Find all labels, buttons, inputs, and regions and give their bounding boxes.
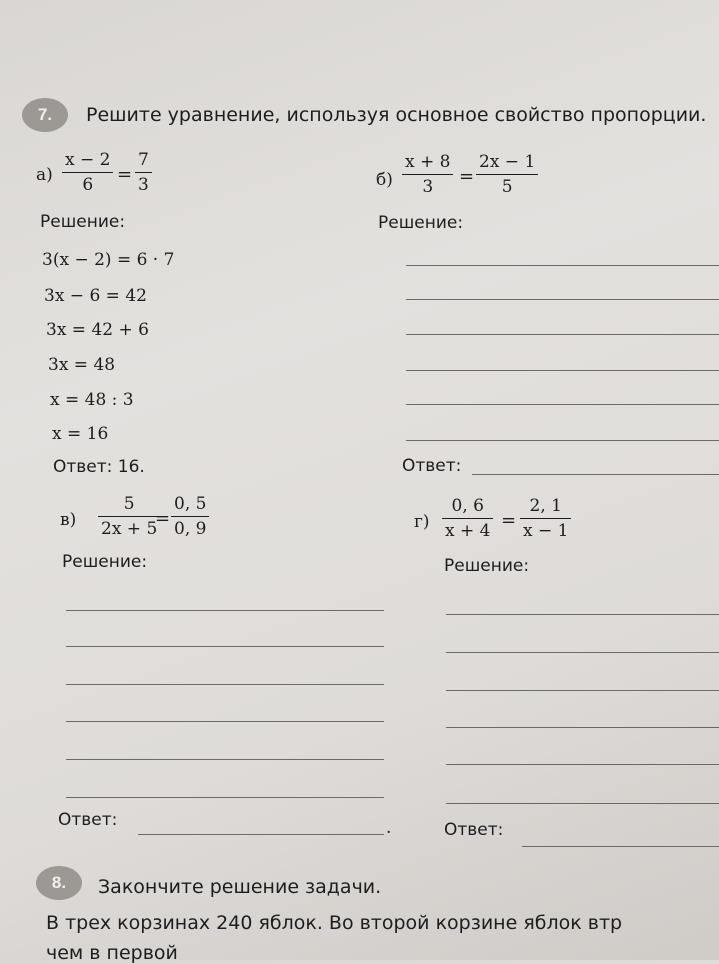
answer-line[interactable] [446, 803, 719, 804]
answer-line[interactable] [446, 614, 719, 615]
equals-sign: = [459, 166, 475, 187]
fraction-denominator: 5 [501, 177, 513, 197]
fraction-denominator: x − 1 [523, 521, 569, 541]
answer-line[interactable] [66, 721, 384, 722]
part-b-label: б) [376, 170, 393, 190]
part-v-label: в) [60, 510, 77, 530]
answer-line[interactable] [66, 797, 384, 798]
fraction-bar [520, 518, 571, 519]
solution-label-g: Решение: [444, 556, 530, 576]
task8-text-line1: В трех корзинах 240 яблок. Во второй корзине яблок втр [46, 912, 623, 934]
answer-end-period: . [386, 818, 392, 838]
fraction-denominator: x + 4 [445, 521, 491, 541]
fraction-denominator: 0, 9 [174, 519, 207, 539]
task-number-badge: 8. [36, 866, 82, 900]
fraction-denominator: 2x + 5 [101, 519, 158, 539]
fraction-numerator: 0, 6 [451, 496, 484, 516]
task-number-badge: 7. [22, 98, 68, 132]
fraction-numerator: 7 [138, 150, 149, 170]
answer-line[interactable] [406, 334, 719, 335]
solution-step: 3x − 6 = 42 [44, 286, 147, 306]
task-heading: Решите уравнение, используя основное свойство пропорции. [86, 104, 707, 126]
fraction-numerator: x − 2 [65, 150, 111, 170]
solution-label-v: Решение: [62, 552, 148, 572]
fraction-numerator: 2, 1 [529, 496, 562, 516]
fraction-numerator: 2x − 1 [479, 152, 536, 172]
answer-line[interactable] [406, 440, 719, 441]
answer-field-b[interactable] [472, 474, 719, 475]
equation-v-rhs [171, 494, 209, 539]
answer-line[interactable] [446, 727, 719, 728]
fraction-bar [98, 516, 160, 517]
solution-step: 3x = 48 [48, 355, 116, 375]
answer-line[interactable] [66, 610, 384, 611]
fraction-numerator: 5 [123, 494, 135, 514]
answer-label-b: Ответ: [402, 456, 462, 476]
equation-a-rhs [135, 150, 152, 195]
fraction-bar [135, 172, 152, 173]
answer-a: Ответ: 16. [53, 457, 145, 477]
fraction-denominator: 6 [82, 175, 94, 195]
answer-line[interactable] [406, 265, 719, 266]
equals-sign: = [155, 508, 171, 529]
fraction-bar [476, 174, 538, 175]
answer-label-g: Ответ: [444, 820, 504, 840]
fraction-numerator: 0, 5 [174, 494, 207, 514]
answer-line[interactable] [66, 684, 384, 685]
answer-line[interactable] [446, 764, 719, 765]
equation-g-lhs [442, 496, 493, 541]
equation-g-rhs [520, 496, 571, 541]
part-a-label: а) [36, 165, 53, 185]
fraction-bar [62, 172, 113, 173]
answer-line[interactable] [446, 652, 719, 653]
fraction-bar [442, 518, 493, 519]
equals-sign: = [117, 164, 133, 185]
solution-step: x = 16 [52, 424, 109, 444]
task8-text-line2: чем в первой [46, 942, 178, 964]
answer-line[interactable] [406, 404, 719, 405]
equation-v-lhs [98, 494, 160, 539]
fraction-denominator: 3 [422, 177, 434, 197]
fraction-bar [402, 174, 453, 175]
solution-step: 3(x − 2) = 6 · 7 [42, 250, 175, 270]
solution-step: x = 48 : 3 [50, 390, 134, 410]
part-g-label: г) [414, 512, 430, 532]
answer-line[interactable] [406, 370, 719, 371]
answer-field-g[interactable] [522, 846, 719, 847]
solution-step: 3x = 42 + 6 [46, 320, 149, 340]
fraction-numerator: x + 8 [405, 152, 451, 172]
answer-line[interactable] [406, 299, 719, 300]
equals-sign: = [501, 510, 517, 531]
equation-a-lhs [62, 150, 113, 195]
solution-label-b: Решение: [378, 213, 464, 233]
task8-heading: Закончите решение задачи. [98, 876, 382, 898]
equation-b-rhs [476, 152, 538, 197]
answer-field-v[interactable] [138, 834, 384, 835]
solution-label-a: Решение: [40, 212, 126, 232]
answer-line[interactable] [66, 759, 384, 760]
answer-label-v: Ответ: [58, 810, 118, 830]
fraction-bar [171, 516, 209, 517]
equation-b-lhs [402, 152, 453, 197]
answer-line[interactable] [446, 690, 719, 691]
fraction-denominator: 3 [138, 175, 149, 195]
answer-line[interactable] [66, 646, 384, 647]
